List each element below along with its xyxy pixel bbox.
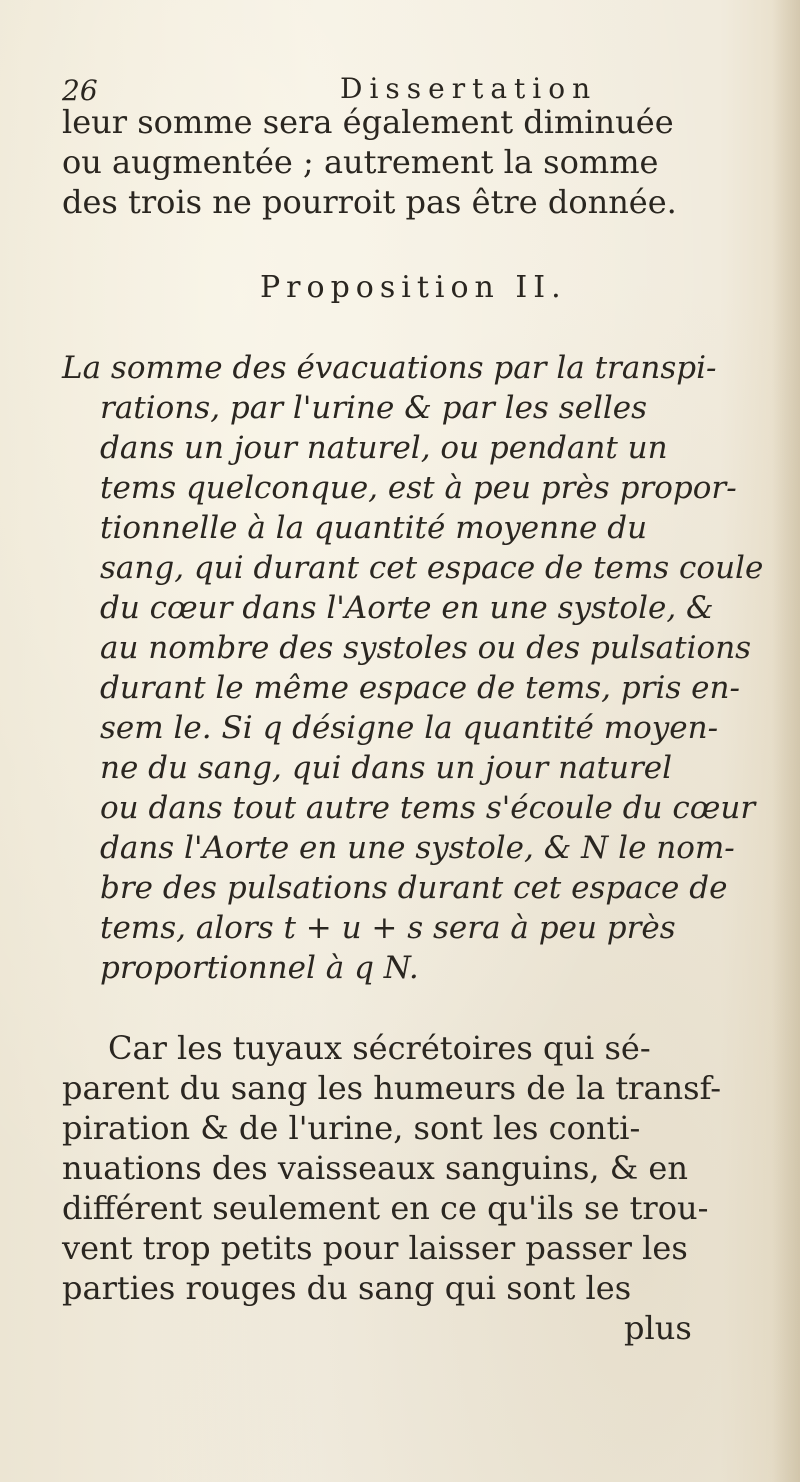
text-line: différent seulement en ce qu'ils se trou-	[62, 1189, 709, 1227]
text-line: durant le même espace de tems, pris en-	[100, 670, 740, 706]
text-line: tems quelconque, est à peu près propor-	[100, 470, 737, 506]
text-line: au nombre des systoles ou des pulsations	[100, 630, 752, 666]
text-line: sem le. Si q désigne la quantité moyen-	[100, 710, 719, 746]
text-line: proportionnel à q N.	[100, 950, 419, 986]
text-line: vent trop petits pour laisser passer les	[62, 1229, 688, 1267]
text-line: des trois ne pourroit pas être donnée.	[62, 183, 677, 221]
text-line: ou dans tout autre tems s'écoule du cœur	[100, 790, 756, 826]
text-line: leur somme sera également diminuée	[62, 103, 674, 141]
text-line: ou augmentée ; autrement la somme	[62, 143, 659, 181]
text-line: sang, qui durant cet espace de tems coule	[100, 550, 764, 586]
text-line: bre des pulsations durant cet espace de	[100, 870, 728, 906]
text-line: parent du sang les humeurs de la transf-	[62, 1069, 722, 1107]
text-line: du cœur dans l'Aorte en une systole, &	[100, 590, 714, 626]
catchword: plus	[624, 1309, 692, 1347]
text-line: dans un jour naturel, ou pendant un	[100, 430, 668, 466]
text-line: rations, par l'urine & par les selles	[100, 390, 648, 426]
proposition-title: Proposition II.	[260, 270, 567, 305]
text-line: La somme des évacuations par la transpi-	[62, 350, 717, 386]
running-head: Dissertation	[340, 72, 598, 105]
text-line: dans l'Aorte en une systole, & N le nom-	[100, 830, 735, 866]
page-edge-shadow	[772, 0, 800, 1482]
text-line: ne du sang, qui dans un jour naturel	[100, 750, 673, 786]
text-line: piration & de l'urine, sont les conti-	[62, 1109, 641, 1147]
text-line: Car les tuyaux sécrétoires qui sé-	[108, 1029, 651, 1067]
text-line: parties rouges du sang qui sont les	[62, 1269, 632, 1307]
text-line: tems, alors t + u + s sera à peu près	[100, 910, 676, 946]
page-number: 26	[62, 74, 98, 107]
text-line: nuations des vaisseaux sanguins, & en	[62, 1149, 688, 1187]
text-line: tionnelle à la quantité moyenne du	[100, 510, 648, 546]
